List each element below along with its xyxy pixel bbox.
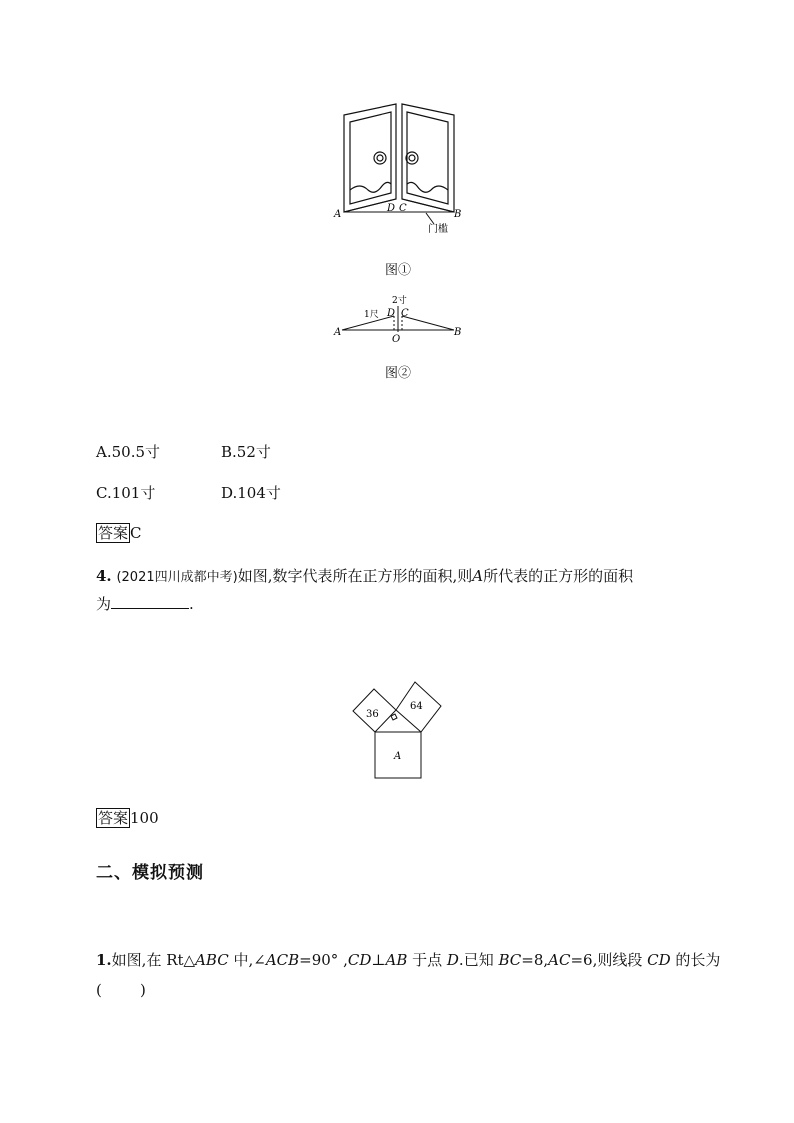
stem-text: 如图,数字代表所在正方形的面积,则 bbox=[237, 567, 473, 585]
stem-text-2: 所代表的正方形的面积 bbox=[483, 567, 634, 585]
answer-value: C bbox=[130, 524, 142, 542]
var-ab: AB bbox=[385, 951, 408, 969]
door-figure bbox=[330, 100, 470, 240]
option-value: 101寸 bbox=[111, 484, 156, 502]
geometry-figure-2 bbox=[330, 292, 470, 348]
fig1-threshold-label: 门槛 bbox=[428, 224, 448, 235]
fig2-label-B: B bbox=[454, 327, 462, 338]
option-value: 52寸 bbox=[236, 443, 271, 461]
stem-text: =90° , bbox=[299, 951, 348, 969]
stem-text: ⊥ bbox=[371, 951, 386, 969]
stem-text: 的长为 bbox=[670, 951, 721, 969]
q3-option-d bbox=[221, 483, 281, 503]
square-64-label: 64 bbox=[410, 701, 423, 712]
var-abc: ABC bbox=[195, 951, 229, 969]
fig1-label-D: D bbox=[387, 203, 396, 214]
q3-option-b bbox=[221, 442, 271, 462]
var-d: D bbox=[446, 951, 459, 969]
fig1-label-A: A bbox=[334, 209, 342, 220]
left-door bbox=[344, 104, 396, 212]
var-acb: ACB bbox=[265, 951, 300, 969]
answer-value: 100 bbox=[130, 809, 159, 827]
figure1-caption: 图① bbox=[385, 263, 412, 278]
fig1-label-B: B bbox=[454, 209, 462, 220]
answer-tag: 答案 bbox=[98, 524, 129, 542]
stem-text-3: 为 bbox=[96, 595, 112, 613]
option-key: C. bbox=[96, 484, 112, 502]
option-key: B. bbox=[221, 443, 237, 461]
stem-text: 于点 bbox=[407, 951, 447, 969]
fig2-label-D: D bbox=[387, 308, 396, 319]
right-door bbox=[402, 104, 454, 212]
squares-figure bbox=[345, 676, 445, 782]
stem-text: 如图,在 Rt△ bbox=[111, 951, 196, 969]
question-number: 4. bbox=[96, 567, 112, 585]
stem-text: .已知 bbox=[458, 951, 499, 969]
option-value: 50.5寸 bbox=[111, 443, 161, 461]
q4-answer bbox=[96, 808, 159, 828]
stem-variable: A bbox=[472, 567, 484, 585]
var-cd: CD bbox=[347, 951, 372, 969]
q4-stem-line2 bbox=[96, 594, 194, 614]
q3-option-c bbox=[96, 483, 155, 503]
figure2-caption: 图② bbox=[385, 366, 412, 381]
fig2-label-O: O bbox=[392, 334, 401, 345]
square-a-label: A bbox=[394, 751, 402, 762]
stem-text: =6,则线段 bbox=[570, 951, 648, 969]
var-bc: BC bbox=[498, 951, 522, 969]
fig2-label-C: C bbox=[401, 308, 409, 319]
stem-text: =8, bbox=[521, 951, 549, 969]
stem-text: 中,∠ bbox=[228, 951, 266, 969]
stem-end: . bbox=[189, 595, 194, 613]
fig2-label-A: A bbox=[334, 327, 342, 338]
var-cd: CD bbox=[647, 951, 671, 969]
section-heading: 二、模拟预测 bbox=[96, 863, 204, 883]
fig2-label-2cun: 2寸 bbox=[392, 296, 407, 306]
question-source: (2021四川成都中考) bbox=[116, 570, 238, 585]
answer-tag: 答案 bbox=[98, 809, 129, 827]
p1-stem-line1 bbox=[96, 950, 720, 970]
q3-answer bbox=[96, 523, 142, 543]
option-key: A. bbox=[96, 443, 112, 461]
option-value: 104寸 bbox=[237, 484, 281, 502]
var-ac: AC bbox=[548, 951, 571, 969]
fig1-label-C: C bbox=[399, 203, 407, 214]
question-number: 1. bbox=[96, 951, 112, 969]
q4-stem-line1 bbox=[96, 566, 633, 588]
answer-blank bbox=[111, 594, 189, 609]
square-36-label: 36 bbox=[366, 709, 379, 720]
p1-answer-paren: ( ) bbox=[96, 981, 146, 999]
fig2-label-1chi: 1尺 bbox=[364, 310, 379, 320]
q3-option-a bbox=[96, 442, 160, 462]
option-key: D. bbox=[221, 484, 238, 502]
